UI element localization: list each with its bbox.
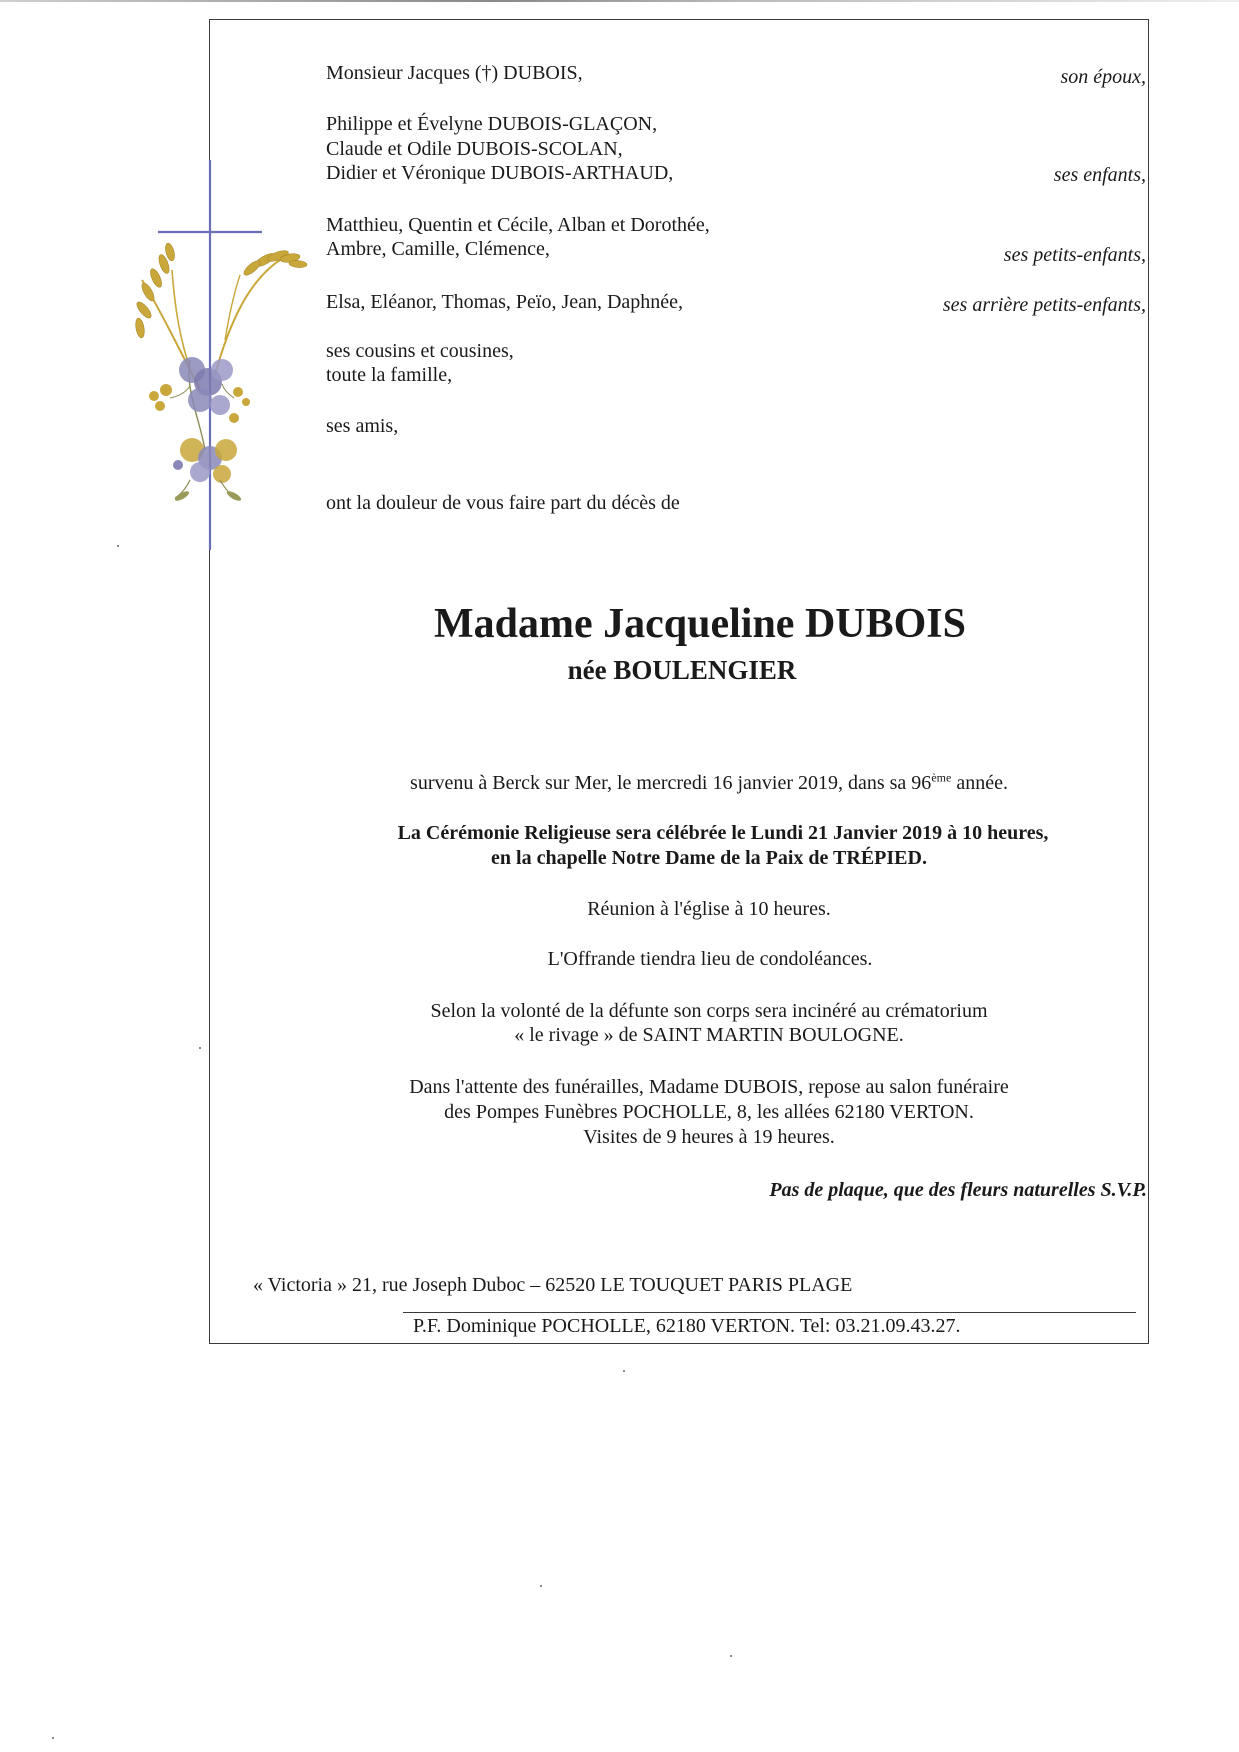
viewing-line-1: Dans l'attente des funérailles, Madame DUBOIS, repose au salon funéraire [409,1076,1009,1098]
great-grandchildren-relation: ses arrière petits-enfants, [942,294,1146,316]
spouse-names: Monsieur Jacques (†) DUBOIS, [326,62,583,84]
child-line-2: Claude et Odile DUBOIS-SCOLAN, [326,138,623,160]
great-grandchildren-names: Elsa, Eléanor, Thomas, Peïo, Jean, Daphnée, [326,291,684,313]
scan-edge [0,0,1239,2]
death-line [209,771,1209,796]
death-text-end: année. [951,772,1008,794]
scan-speck [623,1370,625,1372]
scan-speck [540,1585,542,1587]
scan-speck [730,1655,732,1657]
ceremony-line-2: en la chapelle Notre Dame de la Paix de TRÉPIED. [491,847,927,869]
flowers-note: Pas de plaque, que des fleurs naturelles S.V.P. [769,1179,1147,1201]
children-relation: ses enfants, [1053,164,1146,186]
family-line: toute la famille, [326,364,453,386]
address-line: « Victoria » 21, rue Joseph Duboc – 62520 LE TOUQUET PARIS PLAGE [253,1274,853,1296]
grandchildren-relation: ses petits-enfants, [1003,244,1146,266]
grandchild-line-2: Ambre, Camille, Clémence, [326,238,550,260]
cremation-line-2: « le rivage » de SAINT MARTIN BOULOGNE. [514,1024,904,1046]
cremation-line-1: Selon la volonté de la défunte son corps sera incinéré au crématorium [430,1000,988,1022]
meeting-line: Réunion à l'église à 10 heures. [587,898,831,920]
viewing-line-2: des Pompes Funèbres POCHOLLE, 8, les allées 62180 VERTON. [444,1101,974,1123]
footer-divider [403,1312,1136,1313]
cousins-line: ses cousins et cousines, [326,340,514,362]
funeral-home-line: P.F. Dominique POCHOLLE, 62180 VERTON. Tel: 03.21.09.43.27. [413,1315,961,1337]
grandchild-line-1: Matthieu, Quentin et Cécile, Alban et Dorothée, [326,214,710,236]
scan-speck [199,1047,201,1049]
ceremony-line-1: La Cérémonie Religieuse sera célébrée le Lundi 21 Janvier 2019 à 10 heures, [397,822,1049,844]
cross-icon [130,160,310,555]
death-text: survenu à Berck sur Mer, le mercredi 16 janvier 2019, dans sa 96 [410,772,932,794]
death-superscript: ème [931,770,952,785]
maiden-name: née BOULENGIER [567,655,797,685]
deceased-name: Madame Jacqueline DUBOIS [433,601,966,647]
announcement-line: ont la douleur de vous faire part du décès de [326,492,680,514]
viewing-line-3: Visites de 9 heures à 19 heures. [583,1126,835,1148]
spouse-relation: son époux, [1060,66,1146,88]
scan-speck [117,545,119,547]
child-line-3: Didier et Véronique DUBOIS-ARTHAUD, [326,162,674,184]
scan-speck [52,1737,54,1739]
offering-line: L'Offrande tiendra lieu de condoléances. [547,948,873,970]
child-line-1: Philippe et Évelyne DUBOIS-GLAÇON, [326,113,658,135]
friends-line: ses amis, [326,415,399,437]
